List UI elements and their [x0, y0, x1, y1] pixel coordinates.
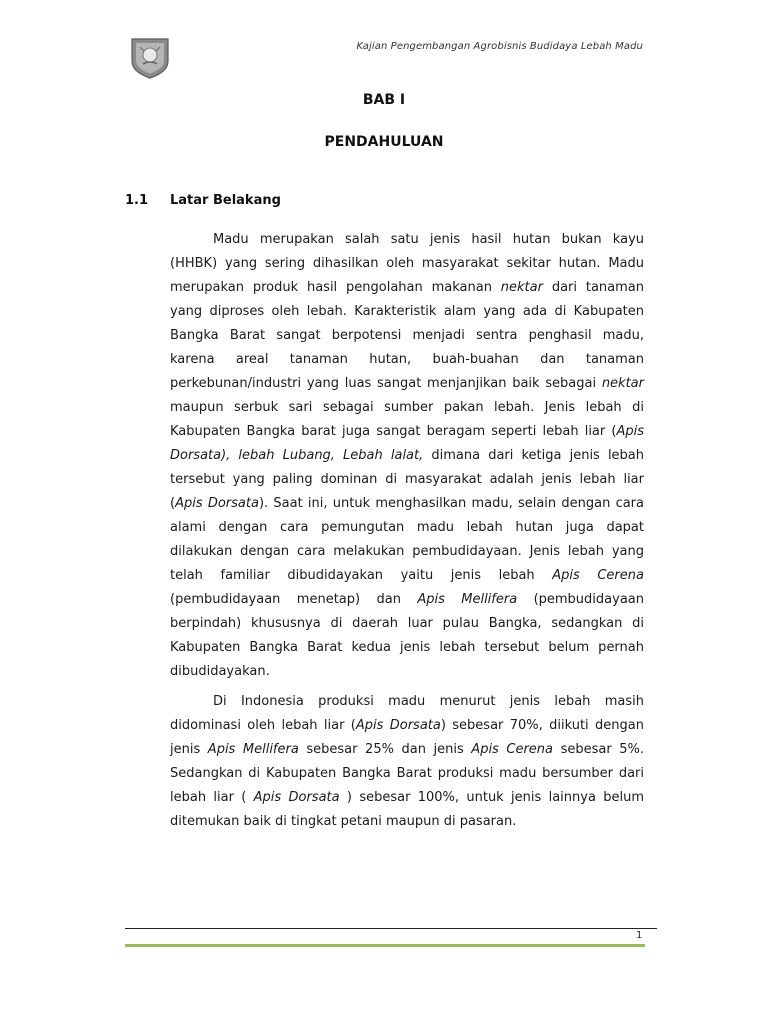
- paragraph-1: [170, 228, 644, 684]
- chapter-title: PENDAHULUAN: [324, 134, 444, 150]
- paragraph-line: maupun serbuk sari sebagai sumber pakan lebah. Jenis lebah di: [170, 400, 644, 415]
- footer-accent-rule: [125, 944, 645, 947]
- section-title: Latar Belakang: [170, 193, 281, 208]
- paragraph-line: Kabupaten Bangka Barat kedua jenis lebah tersebut belum pernah: [170, 640, 644, 655]
- paragraph-line: (Apis Dorsata). Saat ini, untuk menghasilkan madu, selain dengan cara: [170, 496, 644, 511]
- paragraph-line: dilakukan dengan cara melakukan pembudidayaan. Jenis lebah yang: [170, 544, 644, 559]
- paragraph-line: telah familiar dibudidayakan yaitu jenis lebah Apis Cerena: [170, 568, 644, 583]
- section-number: 1.1: [125, 193, 149, 208]
- paragraph-line: jenis Apis Mellifera sebesar 25% dan jenis Apis Cerena sebesar 5%.: [170, 742, 644, 757]
- paragraph-line: Sedangkan di Kabupaten Bangka Barat produksi madu bersumber dari: [170, 766, 644, 781]
- regency-emblem-logo: [128, 35, 172, 79]
- paragraph-line: Kabupaten Bangka barat juga sangat beragam seperti lebah liar (Apis: [170, 424, 644, 439]
- paragraph-line: dibudidayakan.: [170, 664, 270, 679]
- paragraph-line: ditemukan baik di tingkat petani maupun di pasaran.: [170, 814, 517, 829]
- paragraph-line: Dorsata), lebah Lubang, Lebah lalat, dimana dari ketiga jenis lebah: [170, 448, 645, 463]
- paragraph-line: tersebut yang paling dominan di masyarakat adalah jenis lebah liar: [170, 472, 644, 487]
- chapter-number: BAB I: [362, 92, 406, 108]
- paragraph-line: berpindah) khususnya di daerah luar pulau Bangka, sedangkan di: [170, 616, 644, 631]
- paragraph-line: (HHBK) yang sering dihasilkan oleh masyarakat sekitar hutan. Madu: [170, 256, 644, 271]
- paragraph-line: (pembudidayaan menetap) dan Apis Mellifera (pembudidayaan: [170, 592, 644, 607]
- paragraph-line: Madu merupakan salah satu jenis hasil hutan bukan kayu: [213, 232, 644, 247]
- paragraph-line: merupakan produk hasil pengolahan makanan nektar dari tanaman: [170, 280, 644, 295]
- running-header-title: Kajian Pengembangan Agrobisnis Budidaya Lebah Madu: [356, 41, 643, 52]
- paragraph-line: lebah liar ( Apis Dorsata ) sebesar 100%, untuk jenis lainnya belum: [170, 790, 644, 805]
- paragraph-line: karena areal tanaman hutan, buah-buahan dan tanaman: [170, 352, 644, 367]
- paragraph-2: [170, 690, 644, 834]
- paragraph-line: alami dengan cara pemungutan madu lebah hutan juga dapat: [170, 520, 644, 535]
- paragraph-line: Di Indonesia produksi madu menurut jenis lebah masih: [213, 694, 644, 709]
- paragraph-line: Bangka Barat sangat berpotensi menjadi sentra penghasil madu,: [170, 328, 644, 343]
- paragraph-line: yang diproses oleh lebah. Karakteristik alam yang ada di Kabupaten: [170, 304, 644, 319]
- page-number: 1: [636, 930, 643, 941]
- footer-rule: [125, 928, 657, 929]
- paragraph-line: perkebunan/industri yang luas sangat menjanjikan baik sebagai nektar: [170, 376, 644, 391]
- paragraph-line: didominasi oleh lebah liar (Apis Dorsata) sebesar 70%, diikuti dengan: [170, 718, 644, 733]
